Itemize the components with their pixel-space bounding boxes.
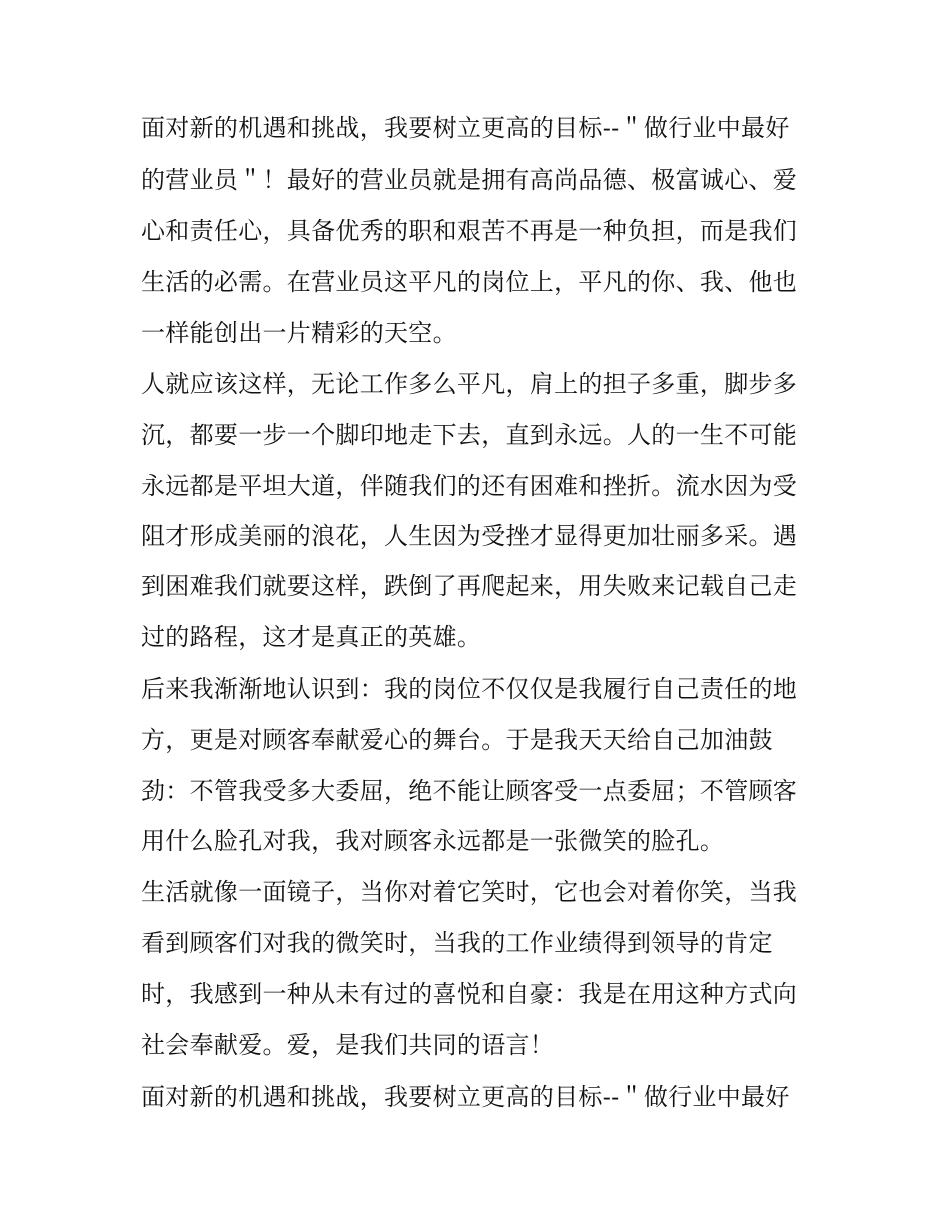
text-line: 后来我渐渐地认识到：我的岗位不仅仅是我履行自己责任的地 bbox=[141, 675, 798, 703]
text-line: 看到顾客们对我的微笑时，当我的工作业绩得到领导的肯定 bbox=[141, 929, 773, 957]
text-line: 一样能创出一片精彩的天空。 bbox=[141, 319, 457, 347]
text-line: 的营业员＂！最好的营业员就是拥有高尚品德、极富诚心、爱 bbox=[141, 166, 798, 194]
text-line: 用什么脸孔对我，我对顾客永远都是一张微笑的脸孔。 bbox=[141, 827, 725, 855]
text-line: 过的路程，这才是真正的英雄。 bbox=[141, 623, 482, 651]
text-line: 社会奉献爱。爱，是我们共同的语言！ bbox=[141, 1031, 555, 1059]
text-line: 面对新的机遇和挑战，我要树立更高的目标--＂做行业中最好 bbox=[141, 114, 790, 142]
text-line: 时，我感到一种从未有过的喜悦和自豪：我是在用这种方式向 bbox=[141, 980, 798, 1008]
text-line: 方，更是对顾客奉献爱心的舞台。于是我天天给自己加油鼓 bbox=[141, 726, 773, 754]
text-line: 心和责任心，具备优秀的职和艰苦不再是一种负担，而是我们 bbox=[141, 217, 798, 245]
text-line: 劲：不管我受多大委屈，绝不能让顾客受一点委屈；不管顾客 bbox=[141, 777, 798, 805]
text-line: 到困难我们就要这样，跌倒了再爬起来，用失败来记载自己走 bbox=[141, 572, 798, 600]
text-line: 阻才形成美丽的浪花，人生因为受挫才显得更加壮丽多采。遇 bbox=[141, 522, 798, 550]
text-line: 生活就像一面镜子，当你对着它笑时，它也会对着你笑，当我 bbox=[141, 878, 798, 906]
text-line: 沉，都要一步一个脚印地走下去，直到永远。人的一生不可能 bbox=[141, 421, 798, 449]
text-line: 永远都是平坦大道，伴随我们的还有困难和挫折。流水因为受 bbox=[141, 472, 798, 500]
text-line: 生活的必需。在营业员这平凡的岗位上，平凡的你、我、他也 bbox=[141, 268, 798, 296]
text-line: 面对新的机遇和挑战，我要树立更高的目标--＂做行业中最好 bbox=[141, 1083, 790, 1111]
text-line: 人就应该这样，无论工作多么平凡，肩上的担子多重，脚步多 bbox=[141, 370, 798, 398]
